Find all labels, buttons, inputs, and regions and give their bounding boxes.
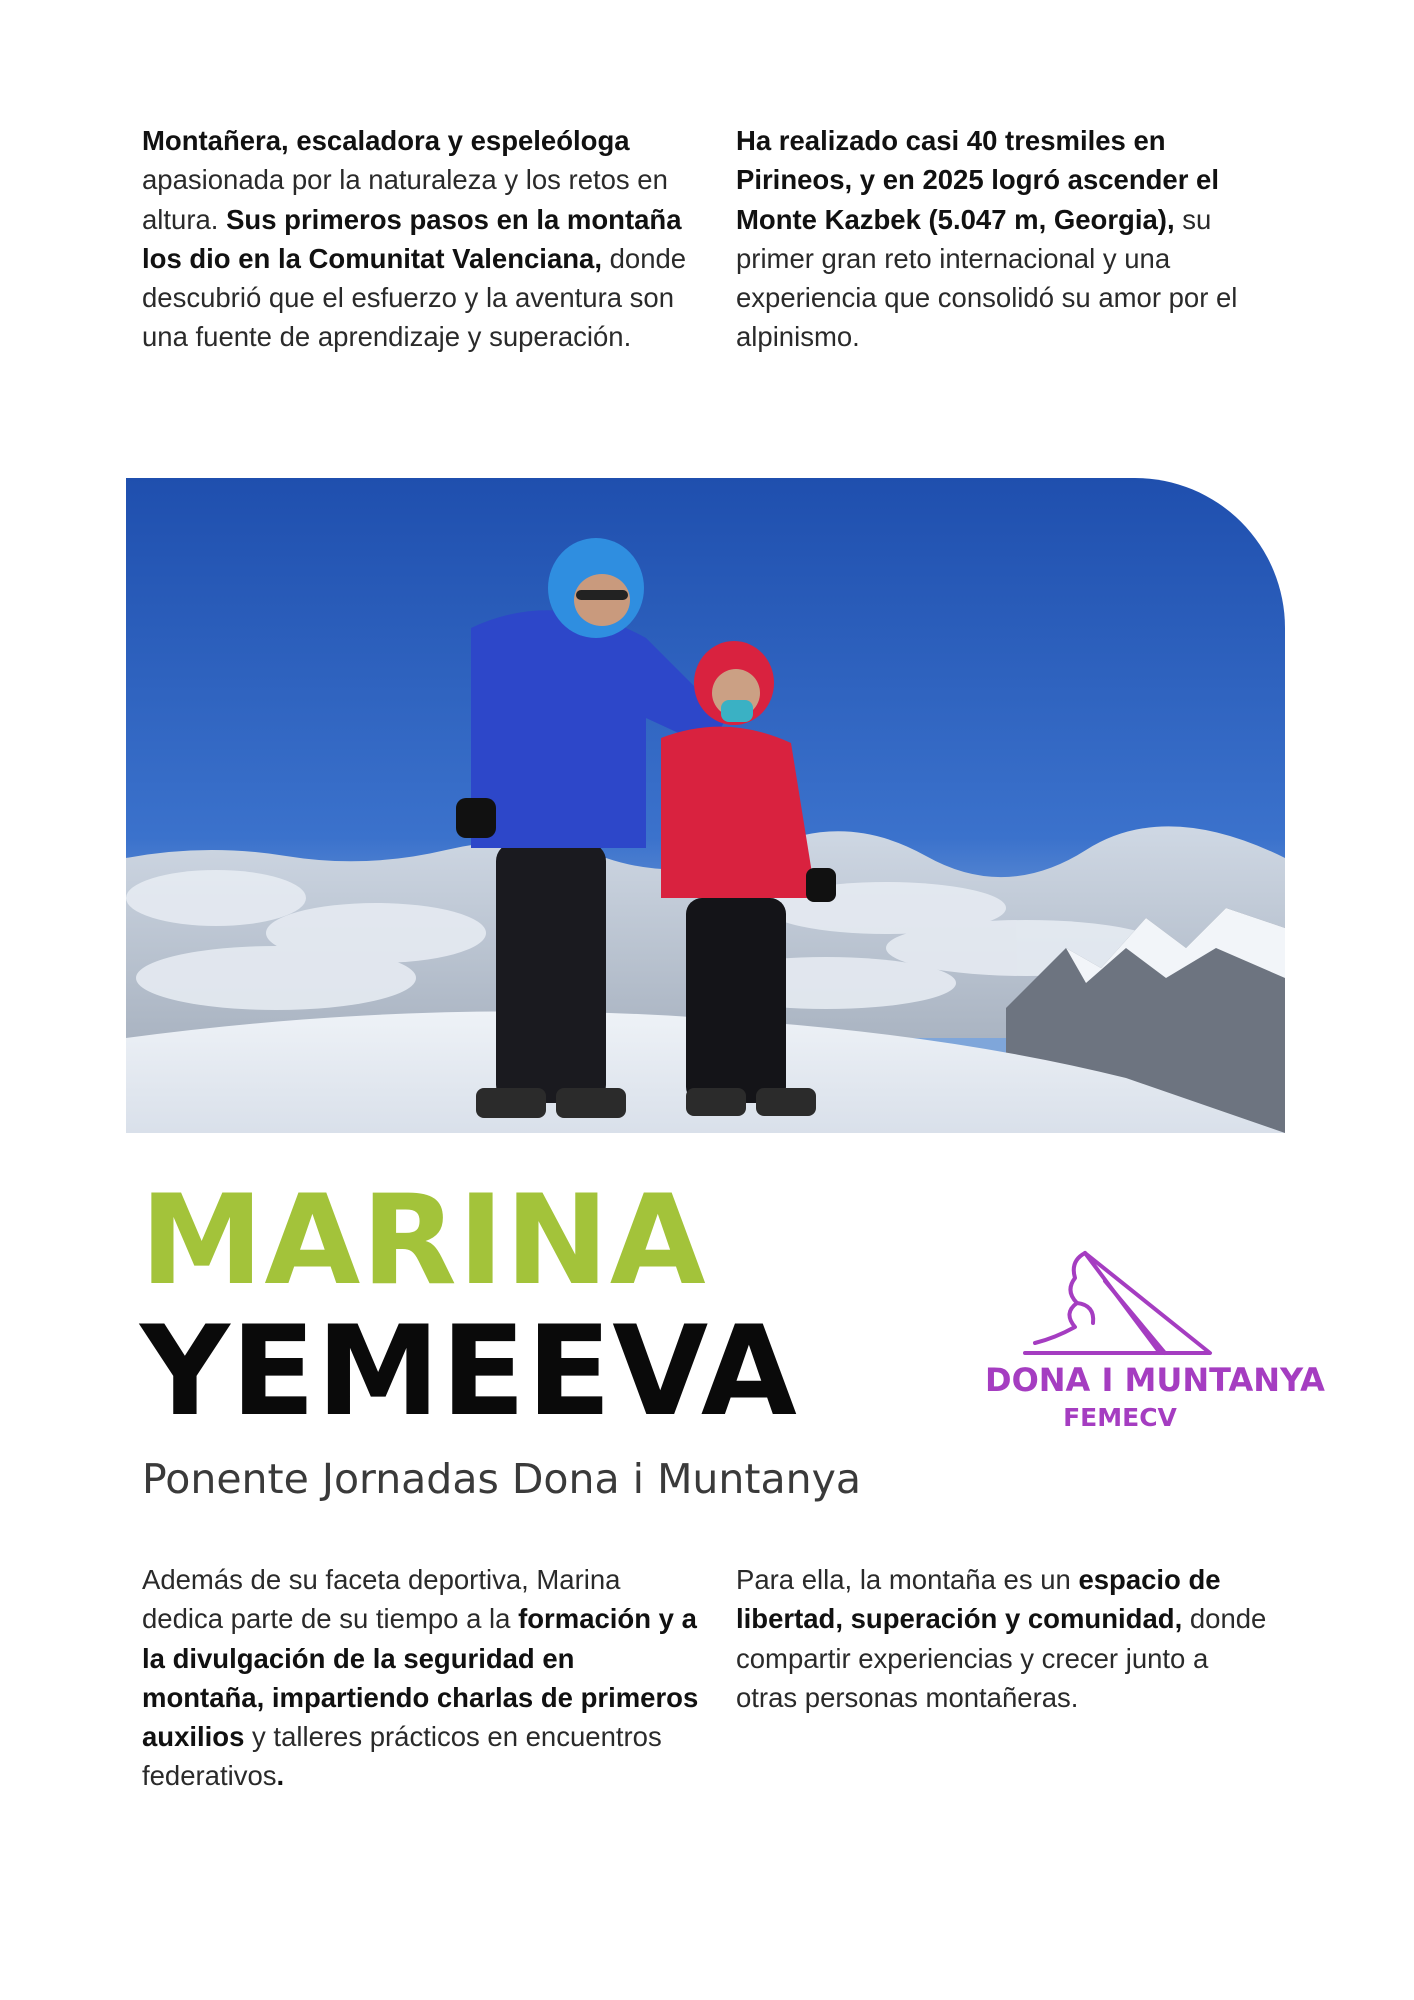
last-name: YEMEEVA	[140, 1300, 798, 1444]
body-left-bold-2: .	[276, 1760, 285, 1792]
mountain-woman-icon	[1015, 1243, 1225, 1361]
logo-title: DONA I MUNTANYA	[985, 1361, 1325, 1399]
intro-left-bold-1: Montañera, escaladora y espeleóloga	[142, 125, 630, 156]
first-name: MARINA	[140, 1169, 707, 1313]
logo-subtitle: FEMECV	[1063, 1403, 1177, 1432]
body-right-text-2: donde compartir experiencias y crecer junto a otras personas montañeras.	[736, 1603, 1267, 1713]
intro-left-bold-2: Sus primeros pasos en la montaña los dio en la Comunitat Valenciana,	[142, 203, 682, 274]
body-right-text-1: Para ella, la montaña es un	[736, 1564, 1079, 1595]
body-right-bold-1: espacio de libertad, superación y comunidad,	[736, 1564, 1221, 1635]
body-left-bold-1: formación y a la divulgación de la seguridad en montaña, impartiendo charlas de primeros auxilios	[142, 1603, 699, 1753]
intro-right-bold-1: Ha realizado casi 40 tresmiles en Pirineos, y en 2025 logró ascender el Monte Kazbek (5.047 m, Georgia),	[736, 125, 1219, 235]
intro-left-text-1: apasionada por la naturaleza y los retos en altura.	[142, 164, 668, 235]
body-left-text-1: Además de su faceta deportiva, Marina dedica parte de su tiempo a la	[142, 1564, 621, 1635]
intro-paragraph-right	[736, 121, 1276, 357]
speaker-subtitle: Ponente Jornadas Dona i Muntanya	[142, 1455, 861, 1503]
summit-photo	[126, 478, 1285, 1133]
intro-left-text-2: donde descubrió que el esfuerzo y la aventura son una fuente de aprendizaje y superación.	[142, 242, 687, 353]
body-left-text-2: y talleres prácticos en encuentros federativos	[142, 1721, 662, 1792]
dona-i-muntanya-logo	[985, 1243, 1325, 1443]
body-paragraph-right	[736, 1560, 1276, 1717]
summit-photo-illustration	[126, 478, 1285, 1133]
body-paragraph-left	[142, 1560, 702, 1796]
intro-right-text-1: su primer gran reto internacional y una experiencia que consolidó su amor por el alpinismo.	[736, 203, 1238, 353]
intro-paragraph-left	[142, 121, 702, 357]
